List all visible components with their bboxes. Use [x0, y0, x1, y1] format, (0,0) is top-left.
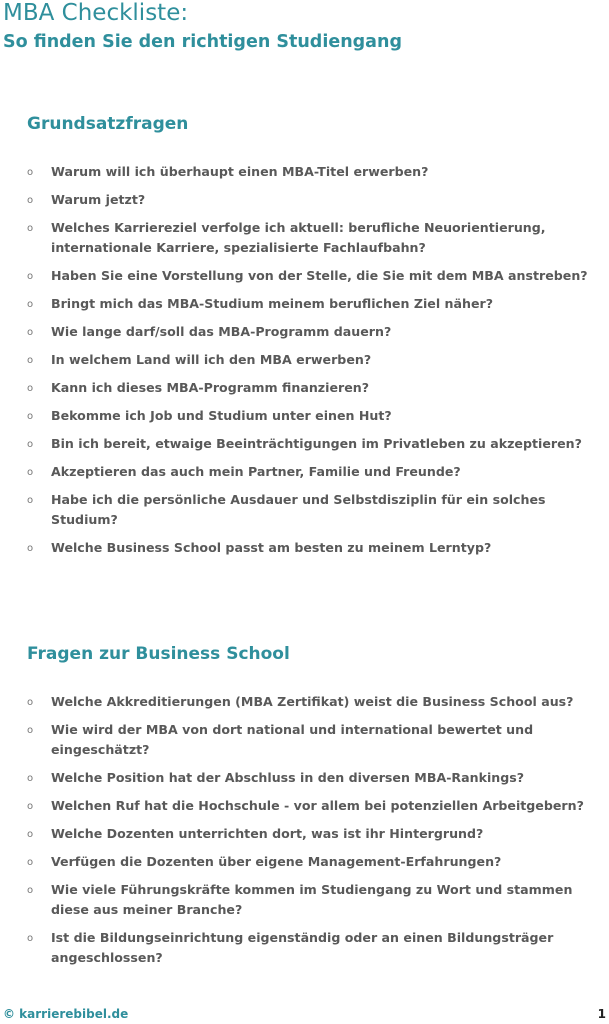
checklist-item [27, 190, 597, 210]
circle-bullet-icon: o [27, 885, 34, 896]
checklist-item-text: Kann ich dieses MBA-Programm finanzieren? [51, 380, 370, 395]
circle-bullet-icon: o [27, 725, 34, 736]
checklist-item [27, 378, 597, 398]
checklist-item [27, 824, 597, 844]
checklist-business-school [27, 692, 597, 976]
checklist-item-text: In welchem Land will ich den MBA erwerben? [51, 352, 372, 367]
circle-bullet-icon: o [27, 223, 34, 234]
checklist-item [27, 434, 597, 454]
checklist-item [27, 692, 597, 712]
checklist-item-text: Welche Akkreditierungen (MBA Zertifikat) weist die Business School aus? [51, 694, 574, 709]
checklist-item-text: Welche Position hat der Abschluss in den diversen MBA-Rankings? [51, 770, 525, 785]
checklist-item-text: Ist die Bildungseinrichtung eigenständig oder an einen Bildungsträger angeschlossen? [51, 930, 554, 965]
circle-bullet-icon: o [27, 383, 34, 394]
section-heading-grundsatzfragen: Grundsatzfragen [27, 114, 189, 134]
checklist-item-text: Verfügen die Dozenten über eigene Management-Erfahrungen? [51, 854, 502, 869]
checklist-grundsatzfragen [27, 162, 597, 566]
checklist-item [27, 294, 597, 314]
circle-bullet-icon: o [27, 355, 34, 366]
checklist-item [27, 350, 597, 370]
checklist-item [27, 162, 597, 182]
circle-bullet-icon: o [27, 697, 34, 708]
circle-bullet-icon: o [27, 439, 34, 450]
checklist-item-text: Bringt mich das MBA-Studium meinem beruflichen Ziel näher? [51, 296, 494, 311]
checklist-item-text: Akzeptieren das auch mein Partner, Familie und Freunde? [51, 464, 461, 479]
page-number: 1 [597, 1007, 606, 1021]
checklist-item [27, 462, 597, 482]
checklist-item [27, 490, 597, 530]
circle-bullet-icon: o [27, 829, 34, 840]
circle-bullet-icon: o [27, 933, 34, 944]
circle-bullet-icon: o [27, 167, 34, 178]
checklist-item-text: Welchen Ruf hat die Hochschule - vor allem bei potenziellen Arbeitgebern? [51, 798, 584, 813]
checklist-item [27, 852, 597, 872]
checklist-item-text: Haben Sie eine Vorstellung von der Stelle, die Sie mit dem MBA anstreben? [51, 268, 588, 283]
checklist-item-text: Wie viele Führungskräfte kommen im Studiengang zu Wort und stammen diese aus meiner Branche? [51, 882, 573, 917]
circle-bullet-icon: o [27, 271, 34, 282]
circle-bullet-icon: o [27, 195, 34, 206]
checklist-item-text: Warum jetzt? [51, 192, 146, 207]
checklist-item-text: Habe ich die persönliche Ausdauer und Selbstdisziplin für ein solches Studium? [51, 492, 546, 527]
document-title: MBA Checkliste: [3, 0, 189, 26]
checklist-item-text: Bin ich bereit, etwaige Beeinträchtigungen im Privatleben zu akzeptieren? [51, 436, 582, 451]
checklist-item [27, 266, 597, 286]
checklist-item-text: Bekomme ich Job und Studium unter einen Hut? [51, 408, 392, 423]
circle-bullet-icon: o [27, 773, 34, 784]
checklist-item [27, 406, 597, 426]
checklist-item [27, 720, 597, 760]
circle-bullet-icon: o [27, 411, 34, 422]
checklist-item [27, 768, 597, 788]
footer-source-link[interactable]: © karrierebibel.de [3, 1007, 129, 1021]
checklist-item-text: Wie wird der MBA von dort national und international bewertet und eingeschätzt? [51, 722, 534, 757]
checklist-item [27, 928, 597, 968]
document-subtitle: So finden Sie den richtigen Studiengang [3, 32, 402, 52]
circle-bullet-icon: o [27, 327, 34, 338]
section-heading-business-school: Fragen zur Business School [27, 644, 290, 664]
checklist-item-text: Welches Karriereziel verfolge ich aktuell: berufliche Neuorientierung, internationale Karriere, spezialisierte Fachlaufbahn? [51, 220, 546, 255]
circle-bullet-icon: o [27, 467, 34, 478]
checklist-item [27, 322, 597, 342]
checklist-item-text: Wie lange darf/soll das MBA-Programm dauern? [51, 324, 392, 339]
circle-bullet-icon: o [27, 299, 34, 310]
checklist-item-text: Welche Business School passt am besten zu meinem Lerntyp? [51, 540, 492, 555]
checklist-item [27, 218, 597, 258]
circle-bullet-icon: o [27, 495, 34, 506]
circle-bullet-icon: o [27, 543, 34, 554]
checklist-item [27, 538, 597, 558]
checklist-item-text: Welche Dozenten unterrichten dort, was ist ihr Hintergrund? [51, 826, 484, 841]
checklist-item [27, 796, 597, 816]
checklist-item-text: Warum will ich überhaupt einen MBA-Titel erwerben? [51, 164, 429, 179]
circle-bullet-icon: o [27, 801, 34, 812]
circle-bullet-icon: o [27, 857, 34, 868]
checklist-item [27, 880, 597, 920]
